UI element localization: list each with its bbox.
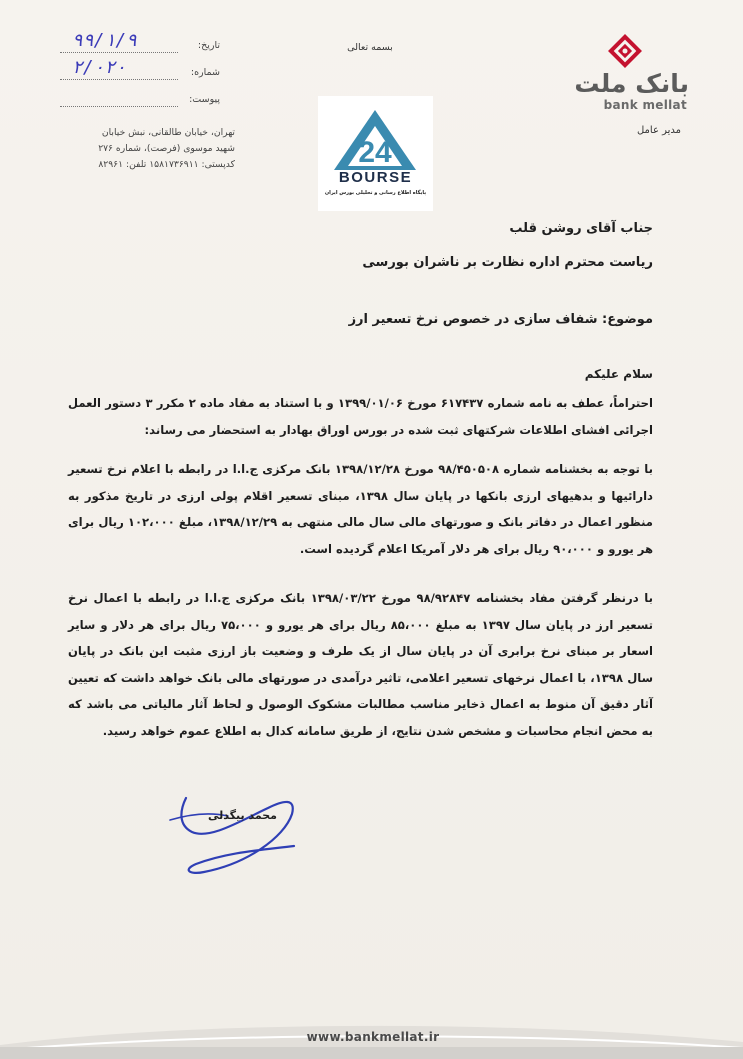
date-value: ۹۹/۱/۹ [72, 30, 138, 51]
address-line: کدپستی: ۱۵۸۱۷۳۶۹۱۱ تلفن: ۸۲۹۶۱ [98, 159, 235, 170]
letter-subject: موضوع: شفاف سازی در خصوص نرخ تسعیر ارز [348, 312, 653, 327]
bank-name-fa: بانک ملت [574, 69, 689, 98]
signer-name: محمد بیگدلی [208, 809, 277, 822]
bourse-tagline: پایگاه اطلاع رسانی و تحلیلی بورس ایران [324, 190, 427, 196]
address-line: شهید موسوی (فرصت)، شماره ۲۷۶ [98, 143, 235, 154]
number-value: ۲/۰۲۰ [72, 57, 127, 78]
date-row [60, 30, 220, 57]
ceo-title: مدیر عامل [636, 125, 681, 136]
paragraph-1397-rates: با درنظر گرفتن مفاد بخشنامه ۹۸/۹۲۸۴۷ مورخ ۱۳۹۸/۰۳/۲۲ بانک مرکزی ج.ا.ا در رابطه با اعمال نرخ تسعیر ارز در پایان سال ۱۳۹۷ به مبلغ ۸۵،۰۰۰ ریال برای هر یورو و ۷۵،۰۰۰ ریال برای هر دلار و سایر اسعار بر مبنای نرخ برابری آن در پایان سال از یک طرف و وضعیت باز ارزی مثبت این بانک در پایان سال ۱۳۹۸، با اعمال نرخهای تسعیر اعلامی، تاثیر درآمدی در صورتهای مالی بانک خواهد داشت که تعیین آثار دقیق آن منوط به اعمال ذخایر مناسب مطالبات مشکوک الوصول و لحاظ آثار مالیاتی می باشد که به محض انجام محاسبات و مشخص شدن نتایج، از طریق سامانه کدال به اطلاع عموم خواهد رسید. [68, 591, 654, 738]
number-row [60, 57, 220, 84]
bank-address [60, 125, 235, 173]
address-line: تهران، خیابان طالقانی، نبش خیابان [101, 127, 235, 138]
greeting: سلام علیکم [584, 367, 653, 381]
number-label: شماره: [190, 67, 220, 78]
bank-mellat-logo-icon [608, 34, 642, 68]
footer-bar [0, 1047, 743, 1059]
handwritten-signature [150, 780, 320, 890]
bank-logo [559, 34, 689, 112]
bourse-brand: BOURSE [338, 169, 413, 186]
recipient-title: ریاست محترم اداره نظارت بر ناشران بورسی [362, 255, 653, 270]
bank-name-en: bank mellat [603, 98, 687, 112]
date-line [60, 52, 178, 53]
bourse-number: 24 [358, 136, 392, 169]
attachment-label: پیوست: [189, 94, 220, 105]
number-line [60, 79, 178, 80]
date-label: تاریخ: [197, 40, 220, 51]
bourse-watermark-logo [318, 96, 433, 211]
bismillah: بسمه تعالی [347, 42, 393, 53]
bank-website[interactable] [293, 1030, 453, 1044]
bank-website-url[interactable]: www.bankmellat.ir [306, 1030, 440, 1044]
letter-meta [60, 30, 220, 111]
paragraph-1398-rates: با توجه به بخشنامه شماره ۹۸/۴۵۰۵۰۸ مورخ ۱۳۹۸/۱۲/۲۸ بانک مرکزی ج.ا.ا در رابطه با اعلام نرخ تسعیر دارائیها و بدهیهای ارزی بانکها در پایان سال ۱۳۹۸، مبنای تسعیر اقلام پولی ارزی در تاریخ مذکور به منظور اعمال در دفاتر بانک و صورتهای مالی سال مالی منتهی به ۱۳۹۸/۱۲/۲۹، مبلغ ۱۰۲،۰۰۰ ریال برای هر یورو و ۹۰،۰۰۰ ریال برای هر دلار آمریکا اعلام گردیده است. [68, 462, 654, 556]
recipient-name: جناب آقای روشن قلب [509, 221, 653, 236]
attachment-row [60, 84, 220, 111]
attachment-line [60, 106, 178, 107]
paragraph-intro: احتراماً، عطف به نامه شماره ۶۱۷۴۳۷ مورخ ۱۳۹۹/۰۱/۰۶ و با استناد به مفاد ماده ۲ مکرر ۳ دستور العمل اجرائی افشای اطلاعات شرکتهای ثبت شده در بورس اوراق بهادار به استحضار می رساند: [68, 396, 653, 437]
